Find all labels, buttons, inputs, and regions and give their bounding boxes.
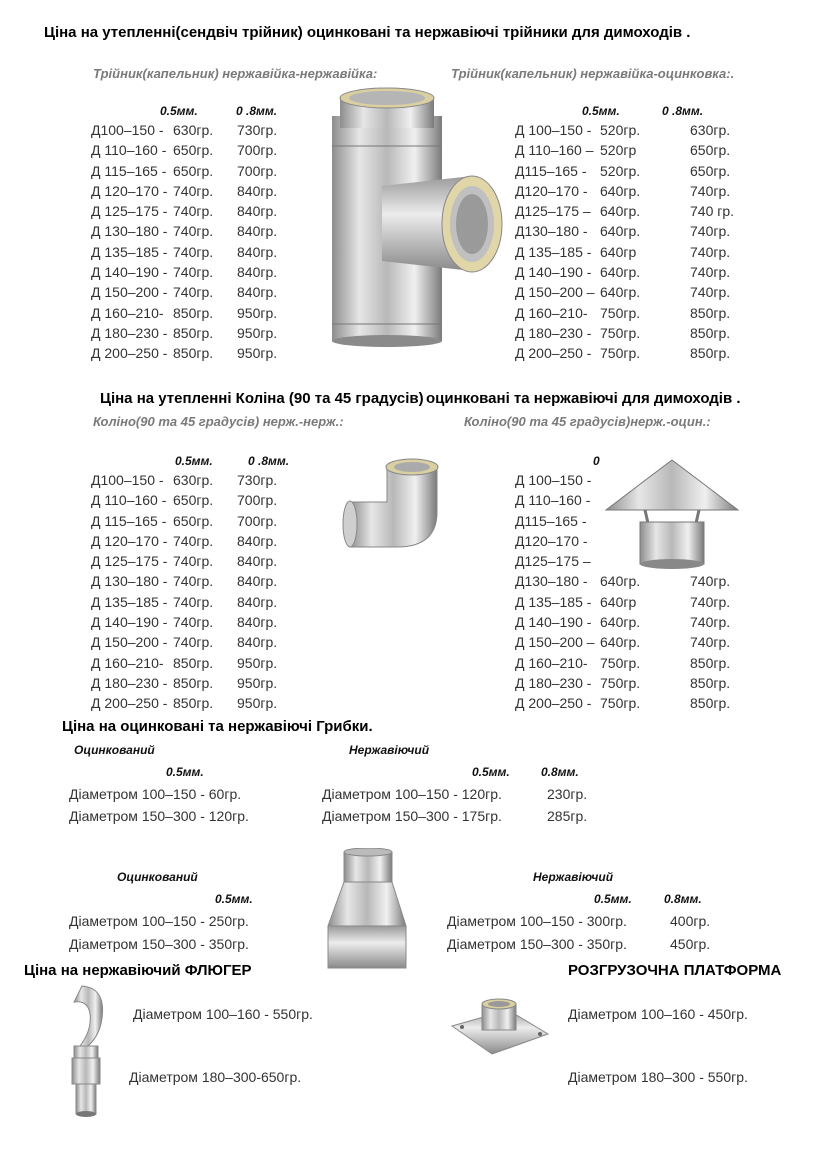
price-08: 850гр. [690, 304, 731, 321]
price-05: 740гр. [173, 593, 214, 610]
price-08: 950гр. [237, 695, 278, 712]
price-08: 840гр. [237, 182, 278, 199]
caps-galv-row-1: Діаметром 100–150 - 60гр. [69, 786, 242, 802]
price-05: 740гр. [173, 243, 214, 260]
price-08: 840гр. [237, 264, 278, 281]
size-label: Д 200–250 - [91, 695, 168, 712]
platform-row-2: Діаметром 180–300 - 550гр. [568, 1069, 748, 1085]
price-05: 640гр. [600, 614, 641, 631]
price-05: 740гр. [173, 182, 214, 199]
price-08: 700гр. [237, 162, 278, 179]
size-label: Д 160–210- [91, 304, 164, 321]
price-05: 650гр. [173, 162, 214, 179]
price-row [91, 490, 277, 510]
tees-left-thickness-b: 0 .8мм. [236, 104, 278, 118]
price-05: 740гр. [173, 284, 214, 301]
size-label: Д 130–180 - [91, 223, 168, 240]
caps-st-row-2-p2: 285гр. [547, 808, 588, 824]
price-08: 740гр. [690, 634, 731, 651]
price-08: 950гр. [237, 345, 278, 362]
caps-galv-label: Оцинкований [74, 743, 155, 757]
price-row [91, 201, 277, 221]
price-08: 840гр. [237, 243, 278, 260]
size-label: Д 135–185 - [91, 243, 168, 260]
tees-right-table [515, 120, 734, 364]
size-label: Д120–170 - [515, 182, 588, 199]
caps-galv-thickness: 0.5мм. [166, 765, 204, 779]
size-label: Д130–180 - [515, 223, 588, 240]
vane-image [44, 980, 132, 1118]
price-row [515, 612, 730, 632]
tees-left-table [91, 120, 277, 364]
price-05: 750гр. [600, 304, 641, 321]
size-label: Д 135–185 - [515, 243, 592, 260]
price-05: 640гр. [600, 182, 641, 199]
size-label: Д100–150 - [91, 472, 164, 488]
size-label: Д125–175 – [515, 553, 591, 570]
elbow-image [342, 452, 452, 554]
caps-st-thickness-a: 0.5мм. [472, 765, 510, 779]
size-label: Д 100–150 - [515, 472, 592, 488]
price-08: 850гр. [690, 345, 731, 362]
price-05: 650гр. [173, 512, 214, 529]
price-row [515, 343, 734, 363]
price-05: 640гр. [600, 223, 641, 240]
size-label: Д130–180 - [515, 573, 588, 590]
price-05: 750гр. [600, 654, 641, 671]
size-label: Д 200–250 - [91, 345, 168, 362]
price-row [515, 592, 730, 612]
size-label: Д 135–185 - [91, 593, 168, 610]
price-05: 520гр. [600, 122, 641, 138]
size-label: Д 140–190 - [515, 264, 592, 281]
chimney-cap-image [600, 452, 744, 572]
size-label: Д115–165 - [515, 162, 587, 179]
price-05: 740гр. [173, 573, 214, 590]
price-row [515, 673, 730, 693]
price-row [91, 673, 277, 693]
price-row [91, 470, 277, 490]
price-row [515, 120, 734, 140]
price-08: 700гр. [237, 492, 278, 509]
price-08: 650гр. [690, 142, 731, 159]
size-label: Д 110–160 - [515, 492, 591, 509]
price-05: 850гр. [173, 654, 214, 671]
size-label: Д 125–175 - [91, 553, 168, 570]
platform-row-1: Діаметром 100–160 - 450гр. [568, 1006, 748, 1022]
price-05: 640гр. [600, 634, 641, 651]
price-row [91, 282, 277, 302]
size-label: Д 180–230 - [515, 674, 592, 691]
adapters-galv-row-2: Діаметром 150–300 - 350гр. [69, 936, 249, 952]
price-row [91, 221, 277, 241]
price-05: 520гр [600, 142, 637, 159]
adapters-st-row-2-p2: 450гр. [670, 936, 711, 952]
size-label: Д 200–250 - [515, 695, 592, 712]
price-05: 850гр. [173, 304, 214, 321]
price-05: 750гр. [600, 345, 641, 362]
price-row [91, 181, 277, 201]
elbows-left-thickness-a: 0.5мм. [175, 454, 213, 468]
price-08: 850гр. [690, 695, 731, 712]
price-row [91, 571, 277, 591]
adapters-st-row-1: Діаметром 100–150 - 300гр. [447, 913, 627, 929]
price-08: 950гр. [237, 324, 278, 341]
price-row [91, 303, 277, 323]
price-05: 850гр. [173, 324, 214, 341]
price-row [515, 221, 734, 241]
tees-left-thickness-a: 0.5мм. [160, 104, 198, 118]
price-05: 640гр [600, 593, 637, 610]
size-label: Д 180–230 - [91, 324, 168, 341]
price-05: 740гр. [173, 634, 214, 651]
tee-image [322, 86, 508, 348]
price-05: 520гр. [600, 162, 641, 179]
price-row [515, 262, 734, 282]
price-row [91, 632, 277, 652]
tees-left-subtitle: Трійник(капельник) нержавійка-нержавійка: [93, 66, 378, 81]
price-05: 850гр. [173, 674, 214, 691]
price-08: 840гр. [237, 223, 278, 240]
size-label: Д125–175 – [515, 203, 591, 220]
size-label: Д 125–175 - [91, 203, 168, 220]
price-05: 740гр. [173, 264, 214, 281]
caps-galv-row-2: Діаметром 150–300 - 120гр. [69, 808, 249, 824]
price-row [515, 242, 734, 262]
price-05: 640гр. [600, 573, 641, 590]
platform-title: РОЗГРУЗОЧНА ПЛАТФОРМА [568, 962, 782, 979]
elbows-left-thickness-b: 0 .8мм. [248, 454, 290, 468]
vane-row-2: Діаметром 180–300-650гр. [129, 1069, 302, 1085]
elbows-left-subtitle: Коліно(90 та 45 градусів) нерж.-нерж.: [93, 414, 344, 429]
price-05: 740гр. [173, 203, 214, 220]
price-05: 750гр. [600, 674, 641, 691]
price-08: 730гр. [237, 472, 278, 488]
price-08: 650гр. [690, 162, 731, 179]
price-row [515, 201, 734, 221]
price-05: 640гр. [600, 264, 641, 281]
price-row [515, 693, 730, 713]
price-row [515, 653, 730, 673]
size-label: Д 140–190 - [91, 614, 168, 631]
size-label: Д115–165 - [515, 512, 587, 529]
price-05: 650гр. [173, 492, 214, 509]
adapters-galv-label: Оцинкований [117, 870, 198, 884]
price-row [91, 140, 277, 160]
size-label: Д 135–185 - [515, 593, 592, 610]
adapter-image [322, 848, 412, 972]
price-row [91, 653, 277, 673]
price-row [515, 282, 734, 302]
caps-title: Ціна на оцинковані та нержавіючі Грибки. [62, 718, 373, 735]
price-08: 840гр. [237, 593, 278, 610]
size-label: Д 140–190 - [91, 264, 168, 281]
platform-image [448, 990, 552, 1070]
price-row [91, 612, 277, 632]
tees-right-thickness-b: 0 .8мм. [662, 104, 704, 118]
price-08: 850гр. [690, 674, 731, 691]
size-label: Д 115–165 - [91, 162, 167, 179]
price-08: 840гр. [237, 532, 278, 549]
adapters-st-thickness-b: 0.8мм. [664, 892, 702, 906]
price-05: 740гр. [173, 614, 214, 631]
size-label: Д 130–180 - [91, 573, 168, 590]
price-05: 750гр. [600, 695, 641, 712]
price-08: 740гр. [690, 264, 731, 281]
price-row [515, 303, 734, 323]
price-row [91, 161, 277, 181]
price-row [515, 181, 734, 201]
price-08: 840гр. [237, 634, 278, 651]
price-08: 740гр. [690, 614, 731, 631]
price-row [91, 323, 277, 343]
price-08: 950гр. [237, 674, 278, 691]
size-label: Д 120–170 - [91, 532, 168, 549]
price-05: 630гр. [173, 472, 214, 488]
size-label: Д 200–250 - [515, 345, 592, 362]
size-label: Д 110–160 - [91, 492, 167, 509]
size-label: Д 150–200 - [91, 634, 168, 651]
size-label: Д 110–160 - [91, 142, 167, 159]
size-label: Д 160–210- [515, 304, 588, 321]
price-08: 700гр. [237, 142, 278, 159]
caps-st-thickness-b: 0.8мм. [541, 765, 579, 779]
price-08: 730гр. [237, 122, 278, 138]
price-row [91, 120, 277, 140]
price-08: 630гр. [690, 122, 731, 138]
adapters-stainless-label: Нержавіючий [533, 870, 614, 884]
price-row [91, 242, 277, 262]
adapters-st-row-1-p2: 400гр. [670, 913, 711, 929]
size-label: Д 115–165 - [91, 512, 167, 529]
size-label: Д 160–210- [515, 654, 588, 671]
price-row [515, 323, 734, 343]
size-label: Д120–170 - [515, 532, 588, 549]
vane-title: Ціна на нержавіючий ФЛЮГЕР [24, 962, 252, 979]
caps-st-row-1: Діаметром 100–150 - 120гр. [322, 786, 502, 802]
price-08: 700гр. [237, 512, 278, 529]
price-05: 630гр. [173, 122, 214, 138]
elbows-right-subtitle: Коліно(90 та 45 градусів)нерж.-оцин.: [464, 414, 711, 429]
price-08: 840гр. [237, 284, 278, 301]
caps-st-row-1-p2: 230гр. [547, 786, 588, 802]
price-row [91, 262, 277, 282]
price-row [91, 531, 277, 551]
price-05: 850гр. [173, 345, 214, 362]
price-08: 950гр. [237, 304, 278, 321]
tees-title: Ціна на утепленні(сендвіч трійник) оцинковані та нержавіючі трійники для димоходів . [44, 24, 691, 41]
price-08: 850гр. [690, 324, 731, 341]
price-05: 740гр. [173, 223, 214, 240]
price-05: 750гр. [600, 324, 641, 341]
price-05: 640гр [600, 243, 637, 260]
price-08: 740гр. [690, 284, 731, 301]
size-label: Д100–150 - [91, 122, 164, 138]
size-label: Д 150–200 - [91, 284, 168, 301]
price-08: 740гр. [690, 573, 731, 590]
adapters-galv-thickness: 0.5мм. [215, 892, 253, 906]
price-row [515, 571, 730, 591]
adapters-galv-row-1: Діаметром 100–150 - 250гр. [69, 913, 249, 929]
size-label: Д 180–230 - [91, 674, 168, 691]
price-row [91, 343, 277, 363]
price-08: 840гр. [237, 614, 278, 631]
price-05: 740гр. [173, 532, 214, 549]
price-08: 840гр. [237, 553, 278, 570]
adapters-st-thickness-a: 0.5мм. [594, 892, 632, 906]
elbows-title-right: оцинковані та нержавіючі для димоходів . [426, 390, 741, 407]
price-08: 740гр. [690, 182, 731, 199]
price-row [91, 693, 277, 713]
price-08: 740гр. [690, 593, 731, 610]
size-label: Д 110–160 – [515, 142, 594, 159]
price-05: 740гр. [173, 553, 214, 570]
elbows-title-left: Ціна на утепленні Коліна (90 та 45 градусів) [100, 390, 424, 407]
price-08: 740гр. [690, 223, 731, 240]
price-row [91, 592, 277, 612]
price-05: 640гр. [600, 203, 641, 220]
vane-row-1: Діаметром 100–160 - 550гр. [133, 1006, 313, 1022]
tees-right-thickness-a: 0.5мм. [582, 104, 620, 118]
size-label: Д 160–210- [91, 654, 164, 671]
elbows-right-thickness-a: 0 [593, 454, 600, 468]
size-label: Д 100–150 - [515, 122, 592, 138]
price-row [515, 632, 730, 652]
size-label: Д 140–190 - [515, 614, 592, 631]
price-08: 950гр. [237, 654, 278, 671]
elbows-left-table [91, 470, 277, 714]
tees-right-subtitle: Трійник(капельник) нержавійка-оцинковка:. [451, 66, 735, 81]
price-08: 740 гр. [690, 203, 735, 220]
price-08: 740гр. [690, 243, 731, 260]
caps-st-row-2: Діаметром 150–300 - 175гр. [322, 808, 502, 824]
size-label: Д 150–200 – [515, 634, 595, 651]
price-05: 850гр. [173, 695, 214, 712]
price-row [91, 551, 277, 571]
price-08: 840гр. [237, 203, 278, 220]
size-label: Д 120–170 - [91, 182, 168, 199]
price-08: 840гр. [237, 573, 278, 590]
price-row [515, 140, 734, 160]
size-label: Д 180–230 - [515, 324, 592, 341]
price-05: 650гр. [173, 142, 214, 159]
price-08: 850гр. [690, 654, 731, 671]
caps-stainless-label: Нержавіючий [349, 743, 430, 757]
adapters-st-row-2: Діаметром 150–300 - 350гр. [447, 936, 627, 952]
price-05: 640гр. [600, 284, 641, 301]
size-label: Д 150–200 – [515, 284, 595, 301]
price-row [91, 511, 277, 531]
price-row [515, 161, 734, 181]
